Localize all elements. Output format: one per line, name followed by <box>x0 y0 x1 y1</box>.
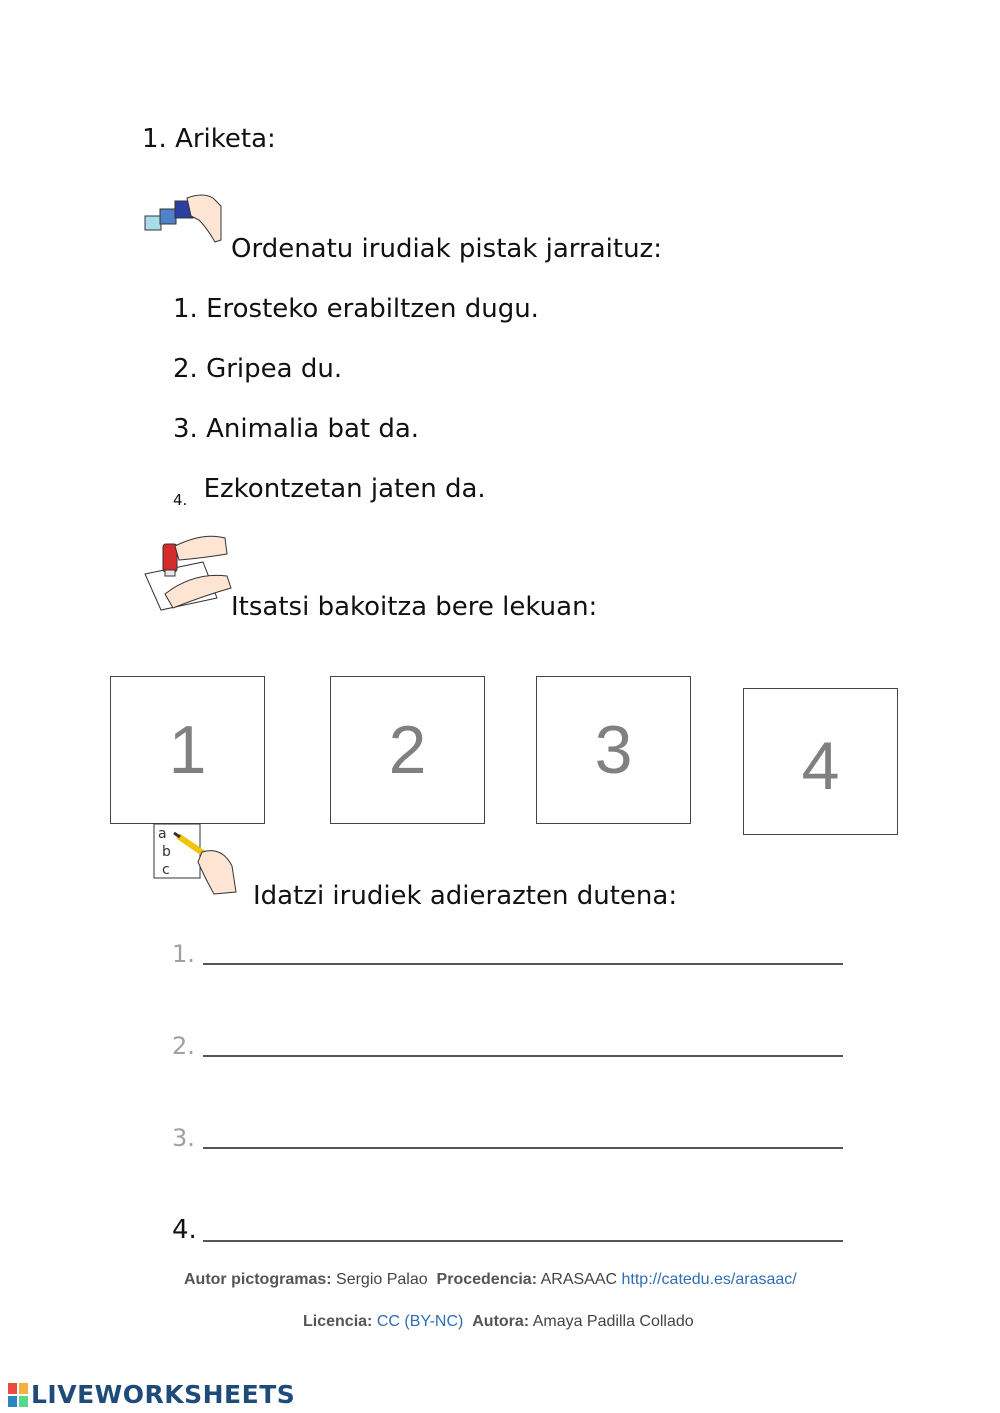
license-label: Licencia: <box>303 1313 373 1330</box>
clue-number: 4. <box>173 491 188 509</box>
line-number: 1. <box>172 940 195 968</box>
answer-underline[interactable] <box>203 1053 843 1057</box>
box-number: 1 <box>168 712 207 788</box>
source-label: Procedencia: <box>436 1271 538 1288</box>
clue-3 <box>173 416 419 442</box>
svg-text:a: a <box>158 826 167 842</box>
clue-1 <box>173 296 539 322</box>
liveworksheets-brand <box>8 1380 295 1409</box>
svg-text:b: b <box>162 844 171 860</box>
brand-name: LIVEWORKSHEETS <box>31 1380 296 1409</box>
instruction-write: Idatzi irudiek adierazten dutena: <box>253 881 678 911</box>
license-link[interactable]: CC (BY-NC) <box>376 1313 464 1330</box>
answer-line-3[interactable] <box>172 1124 843 1152</box>
clue-text: Ezkontzetan jaten da. <box>203 474 486 504</box>
pencil-writing-icon <box>152 822 238 896</box>
answer-line-4[interactable] <box>172 1215 843 1245</box>
author-label: Autor pictogramas: <box>184 1271 332 1288</box>
credits-line-1 <box>184 1271 797 1289</box>
writer-name: Amaya Padilla Collado <box>532 1313 694 1330</box>
author-name: Sergio Palao <box>336 1271 428 1288</box>
instruction-paste: Itsatsi bakoitza bere lekuan: <box>231 592 598 622</box>
credits-line-2 <box>303 1313 694 1331</box>
answer-line-2[interactable] <box>172 1032 843 1060</box>
svg-text:c: c <box>162 862 170 878</box>
clue-text: Animalia bat da. <box>206 414 420 444</box>
clue-number: 2. <box>173 354 198 384</box>
answer-line-1[interactable] <box>172 940 843 968</box>
drop-box-1[interactable] <box>110 676 265 824</box>
drop-box-2[interactable] <box>330 676 485 824</box>
clue-number: 3. <box>173 414 198 444</box>
clue-text: Erosteko erabiltzen dugu. <box>206 294 539 324</box>
glue-stick-icon <box>143 532 235 612</box>
box-number: 2 <box>388 712 427 788</box>
answer-underline[interactable] <box>203 1238 843 1242</box>
clue-4 <box>173 474 486 509</box>
exercise-title: 1. Ariketa: <box>142 124 276 154</box>
instruction-order: Ordenatu irudiak pistak jarraituz: <box>231 234 662 264</box>
line-number: 4. <box>172 1215 197 1245</box>
box-number: 4 <box>801 727 840 804</box>
drop-box-3[interactable] <box>536 676 691 824</box>
clue-text: Gripea du. <box>206 354 343 384</box>
source-link[interactable]: http://catedu.es/arasaac/ <box>621 1271 797 1288</box>
box-number: 3 <box>594 712 633 788</box>
drop-box-4[interactable] <box>743 688 898 835</box>
clue-number: 1. <box>173 294 198 324</box>
blocks-hand-icon <box>143 192 223 244</box>
answer-underline[interactable] <box>203 1145 843 1149</box>
answer-underline[interactable] <box>203 961 843 965</box>
liveworksheets-logo-icon <box>8 1383 28 1407</box>
line-number: 3. <box>172 1124 195 1152</box>
writer-label: Autora: <box>472 1313 530 1330</box>
source-name: ARASAAC <box>540 1271 618 1288</box>
clue-2 <box>173 356 342 382</box>
line-number: 2. <box>172 1032 195 1060</box>
